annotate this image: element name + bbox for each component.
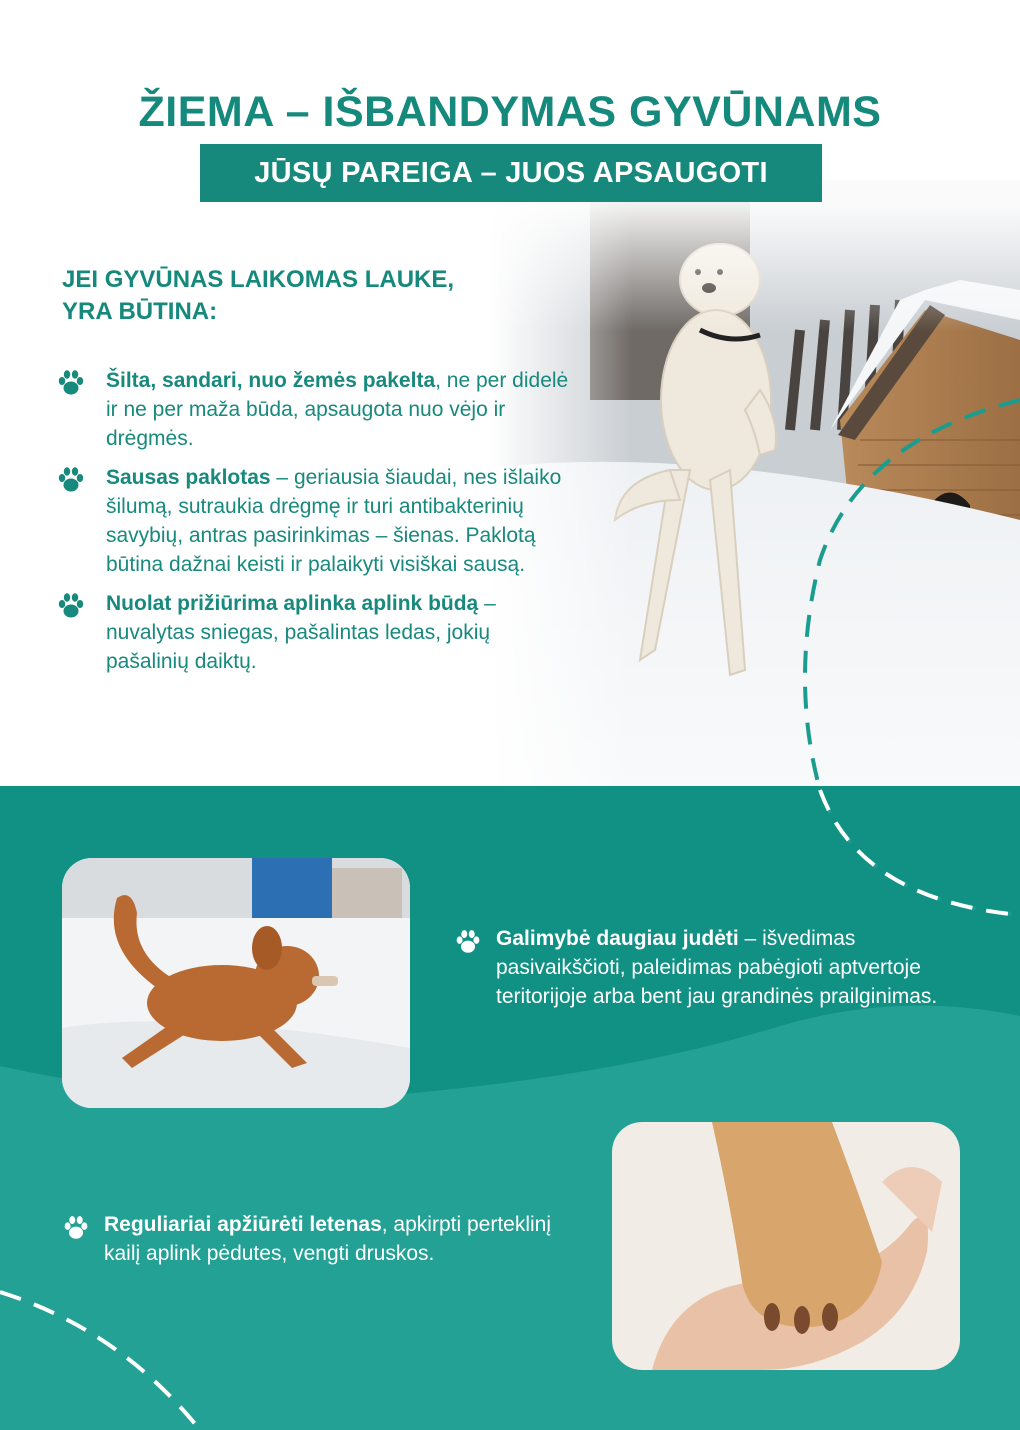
subtitle-banner bbox=[200, 144, 822, 202]
paw-print-icon bbox=[454, 928, 482, 956]
item-bold-text: Sausas paklotas bbox=[106, 466, 271, 489]
item-text: , apkirpti perteklinį kailį aplink pėdutes, vengti druskos. bbox=[104, 1213, 552, 1265]
item-bold-text: Galimybė daugiau judėti bbox=[496, 927, 739, 950]
paw-print-icon bbox=[56, 465, 86, 495]
item-text: – geriausia šiaudai, nes išlaiko šilumą, sutraukia drėgmę ir turi antibakterinių savybių, antras pasirinkimas – šienas. Paklotą būtina dažnai keisti ir palaikyti visiškai sausą. bbox=[106, 466, 562, 576]
movement-item bbox=[454, 924, 954, 1011]
outdoor-heading-line2: YRA BŪTINA: bbox=[62, 298, 218, 325]
item-bold-text: Nuolat prižiūrima aplinka aplink būdą bbox=[106, 592, 479, 615]
item-text: , ne per didelė ir ne per maža būda, apsaugota nuo vėjo ir drėgmės. bbox=[106, 369, 569, 450]
paw-print-icon bbox=[56, 368, 86, 398]
running-dog-photo bbox=[62, 858, 410, 1108]
paw-print-icon bbox=[62, 1214, 90, 1242]
care-section bbox=[0, 786, 1020, 1430]
item-text: – nuvalytas sniegas, pašalintas ledas, jokių pašalinių daiktų. bbox=[106, 592, 496, 673]
paw-care-item bbox=[62, 1210, 582, 1268]
page-subtitle: JŪSŲ PAREIGA – JUOS APSAUGOTI bbox=[254, 156, 768, 189]
list-item bbox=[56, 589, 576, 676]
page-title: ŽIEMA – IŠBANDYMAS GYVŪNAMS bbox=[138, 88, 882, 136]
item-text: – išvedimas pasivaikščioti, paleidimas pabėgioti aptvertoje teritorijoje arba bent jau grandinės prailginimas. bbox=[496, 927, 938, 1008]
paw-in-hand-photo bbox=[612, 1122, 960, 1370]
outdoor-heading-line1: JEI GYVŪNAS LAIKOMAS LAUKE, bbox=[62, 266, 455, 293]
paw-print-icon bbox=[56, 591, 86, 621]
list-item bbox=[56, 463, 576, 579]
item-bold-text: Reguliariai apžiūrėti letenas bbox=[104, 1213, 382, 1236]
outdoor-heading bbox=[62, 264, 582, 328]
item-bold-text: Šilta, sandari, nuo žemės pakelta bbox=[106, 369, 436, 392]
list-item bbox=[56, 366, 576, 453]
outdoor-requirements-list bbox=[56, 366, 576, 676]
